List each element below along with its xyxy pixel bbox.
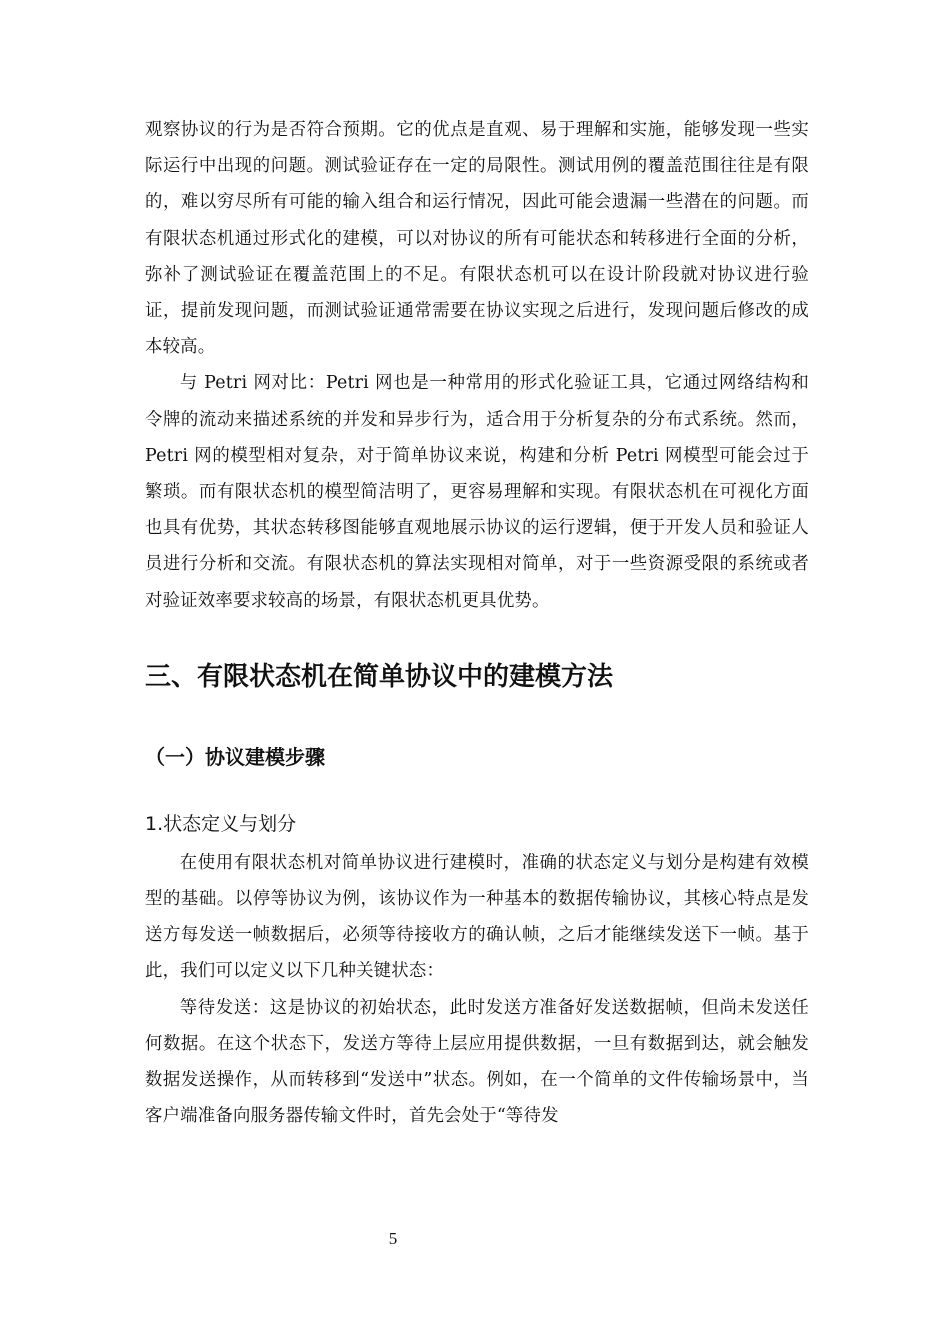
body-paragraph-waiting-send: 等待发送：这是协议的初始状态，此时发送方准备好发送数据帧，但尚未发送任何数据。在这个状态下，发送方等待上层应用提供数据，一旦有数据到达，就会触发数据发送操作，从而转移到“发送中”状态。例如，在一个简单的文件传输场景中，当客户端准备向服务器传输文件时，首先会处于“等待发 <box>145 997 809 1127</box>
body-paragraph-petri-comparison: 与 Petri 网对比：Petri 网也是一种常用的形式化验证工具，它通过网络结构和令牌的流动来描述系统的并发和异步行为，适合用于分析复杂的分布式系统。然而，Petri 网的模型相对复杂，对于简单协议来说，构建和分析 Petri 网模型可能会过于繁琐。而有限状态机的模型简洁明了，更容易理解和实现。有限状态机在可视化方面也具有优势，其状态转移图能够直观地展示协议的运行逻辑，便于开发人员和验证人员进行分析和交流。有限状态机的算法实现相对简单，对于一些资源受限的系统或者对验证效率要求较高的场景，有限状态机更具优势。 <box>145 373 809 611</box>
page-number: 5 <box>388 1229 398 1248</box>
subsubsection-heading: 1.状态定义与划分 <box>145 812 297 835</box>
body-paragraph-continued: 观察协议的行为是否符合预期。它的优点是直观、易于理解和实施，能够发现一些实际运行中出现的问题。测试验证存在一定的局限性。测试用例的覆盖范围往往是有限的，难以穷尽所有可能的输入组合和运行情况，因此可能会遗漏一些潜在的问题。而有限状态机通过形式化的建模，可以对协议的所有可能状态和转移进行全面的分析，弥补了测试验证在覆盖范围上的不足。有限状态机可以在设计阶段就对协议进行验证，提前发现问题，而测试验证通常需要在协议实现之后进行，发现问题后修改的成本较高。 <box>145 120 809 358</box>
page-content <box>145 112 809 1134</box>
section-heading: 三、有限状态机在简单协议中的建模方法 <box>145 661 614 692</box>
subsection-heading: （一）协议建模步骤 <box>145 744 325 769</box>
body-paragraph-state-definition: 在使用有限状态机对简单协议进行建模时，准确的状态定义与划分是构建有效模型的基础。以停等协议为例，该协议作为一种基本的数据传输协议，其核心特点是发送方每发送一帧数据后，必须等待接收方的确认帧，之后才能继续发送下一帧。基于此，我们可以定义以下几种关键状态： <box>145 852 809 982</box>
